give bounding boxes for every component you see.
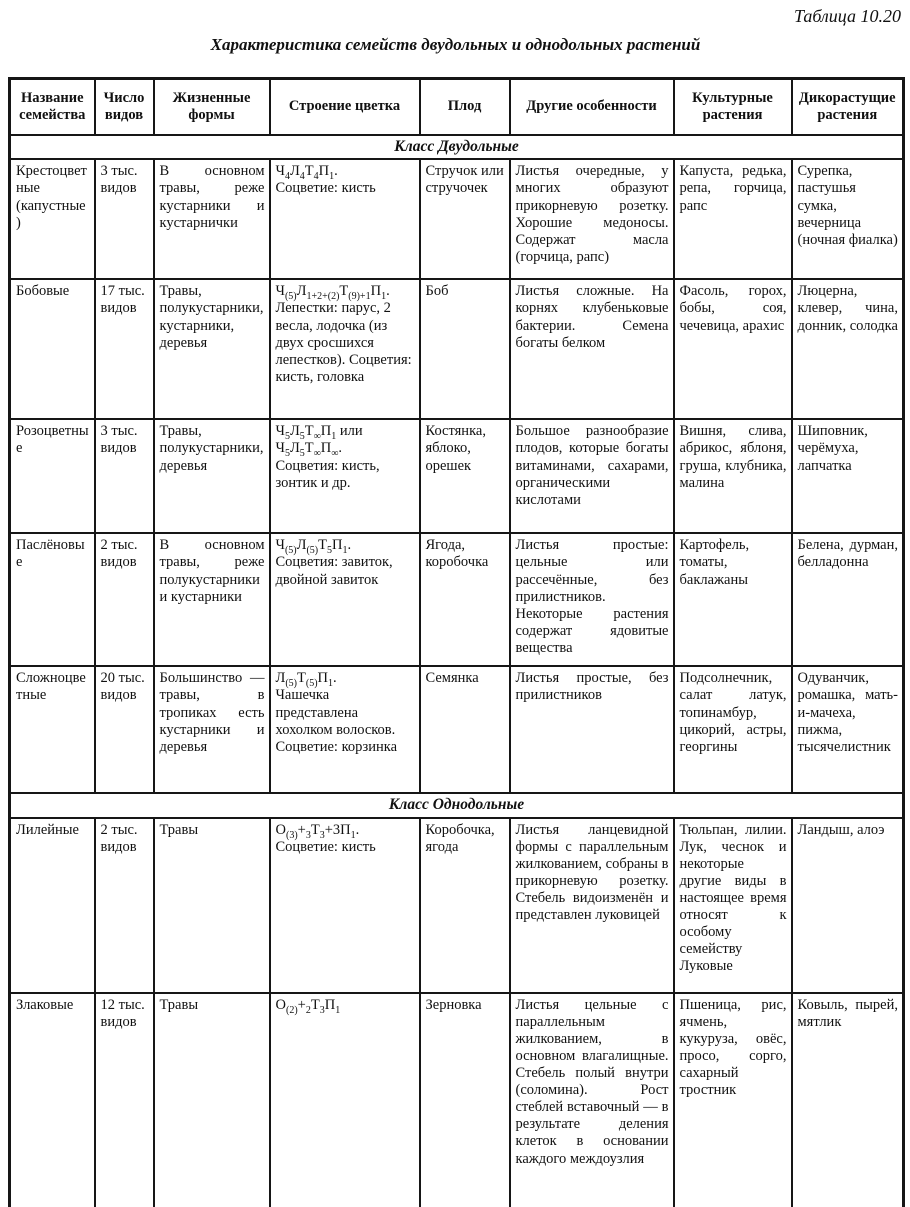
family-table-row: [10, 533, 904, 666]
class-section-label: Класс Однодольные: [10, 793, 904, 817]
cell-other-features: Большое разнообразие плодов, которые богаты витаминами, сахарами, органическими кислотами: [510, 419, 674, 533]
cell-cultivated-plants: Пшеница, рис, ячмень, кукуруза, овёс, просо, сорго, сахарный тростник: [674, 993, 792, 1207]
cell-other-features: Листья простые: цельные или рассечённые, без прилистников. Некоторые растения содержат ядовитые вещества: [510, 533, 674, 666]
cell-family-name: Злаковые: [10, 993, 95, 1207]
flower-inflorescence-note: Соцветие: кисть: [275, 838, 376, 855]
family-table-row: [10, 419, 904, 533]
col-header-other-features: Другие особенности: [510, 79, 674, 136]
cell-flower-structure: [270, 993, 420, 1207]
class-section-row: [10, 793, 904, 817]
cell-life-forms: Травы, полукустарники, деревья: [154, 419, 270, 533]
cell-life-forms: В основном травы, реже полукустарники и кустарники: [154, 533, 270, 666]
col-header-life-forms: Жизненные формы: [154, 79, 270, 136]
page-title: Характеристика семейств двудольных и однодольных растений: [210, 35, 701, 54]
family-table-row: [10, 159, 904, 279]
cell-cultivated-plants: Картофель, томаты, баклажаны: [674, 533, 792, 666]
cell-life-forms: Травы, полукустарники, кустарники, деревья: [154, 279, 270, 419]
cell-life-forms: В основном травы, реже кустарники и кустарнички: [154, 159, 270, 279]
class-section-label: Класс Двудольные: [10, 135, 904, 159]
cell-other-features: Листья очередные, у многих образуют прикорневую розетку. Хорошие медоносы. Содержат масла (горчица, рапс): [510, 159, 674, 279]
cell-family-name: Сложноцветные: [10, 666, 95, 793]
cell-wild-plants: Одуванчик, ромашка, мать-и-мачеха, пижма, тысячелистник: [792, 666, 904, 793]
cell-flower-structure: [270, 818, 420, 993]
cell-cultivated-plants: Вишня, слива, абрикос, яблоня, груша, клубника, малина: [674, 419, 792, 533]
cell-cultivated-plants: Тюльпан, лилии. Лук, чеснок и некоторые другие виды в настоящее время относят к особому семейству Луковые: [674, 818, 792, 993]
table-number-label: Таблица 10.20: [793, 6, 901, 26]
header-row: [10, 79, 904, 136]
cell-life-forms: Большинство — травы, в тропиках есть кустарники и деревья: [154, 666, 270, 793]
cell-wild-plants: Ландыш, алоэ: [792, 818, 904, 993]
col-header-flower-structure: Строение цветка: [270, 79, 420, 136]
cell-species-count: 3 тыс. видов: [95, 159, 154, 279]
flower-inflorescence-note: Соцветия: кисть, зонтик и др.: [275, 457, 380, 491]
flower-inflorescence-note: Соцветие: кисть: [275, 180, 376, 197]
cell-fruit: Ягода, коробочка: [420, 533, 510, 666]
plant-families-table: [8, 77, 905, 1207]
cell-cultivated-plants: Капуста, редька, репа, горчица, рапс: [674, 159, 792, 279]
cell-wild-plants: Белена, дурман, белладонна: [792, 533, 904, 666]
cell-flower-structure: [270, 666, 420, 793]
flower-formula: $Ч_5Л_5Т_\infty П_1$ или $Ч_5Л_5Т_\infty П_\infty$.: [275, 423, 363, 460]
flower-formula: $Ч_4Л_4Т_4П_1$.: [275, 163, 338, 183]
col-header-fruit: Плод: [420, 79, 510, 136]
flower-inflorescence-note: Соцветия: завиток, двойной завиток: [275, 554, 393, 588]
flower-formula: $О_{(3)}+_3Т_3+3П_1$.: [275, 821, 360, 841]
family-table-row: [10, 666, 904, 793]
cell-fruit: Костянка, яблоко, орешек: [420, 419, 510, 533]
cell-wild-plants: Шиповник, черёмуха, лапчатка: [792, 419, 904, 533]
cell-other-features: Листья ланцевидной формы с параллельным жилкованием, собраны в прикорневую розетку. Стебель видоизменён и представлен луковицей: [510, 818, 674, 993]
flower-inflorescence-note: Чашечка представлена хохолком волосков. Соцветие: корзинка: [275, 687, 398, 755]
flower-formula: $Ч_{(5)}Л_{(5)}Т_5П_1$.: [275, 537, 352, 557]
col-header-cultivated-plants: Культурные растения: [674, 79, 792, 136]
cell-flower-structure: [270, 159, 420, 279]
cell-fruit: Зерновка: [420, 993, 510, 1207]
cell-wild-plants: Ковыль, пырей, мятлик: [792, 993, 904, 1207]
family-table-row: [10, 279, 904, 419]
cell-species-count: 2 тыс. видов: [95, 818, 154, 993]
cell-species-count: 17 тыс. видов: [95, 279, 154, 419]
cell-cultivated-plants: Подсолнечник, салат латук, топинамбур, цикорий, астры, георгины: [674, 666, 792, 793]
cell-wild-plants: Сурепка, пастушья сумка, вечерница (ночная фиалка): [792, 159, 904, 279]
cell-species-count: 3 тыс. видов: [95, 419, 154, 533]
family-table-row: [10, 993, 904, 1207]
cell-flower-structure: [270, 419, 420, 533]
family-table-row: [10, 818, 904, 993]
cell-other-features: Листья сложные. На корнях клубеньковые бактерии. Семена богаты белком: [510, 279, 674, 419]
cell-life-forms: Травы: [154, 993, 270, 1207]
col-header-wild-plants: Дикорастущие растения: [792, 79, 904, 136]
cell-other-features: Листья цельные с параллельным жилкованием, в основном влагалищные. Стебель полый внутри (соломина). Рост стеблей вставочный — в результате деления клеток в основании каждого междоузлия: [510, 993, 674, 1207]
cell-species-count: 12 тыс. видов: [95, 993, 154, 1207]
cell-flower-structure: [270, 279, 420, 419]
col-header-family-name: Название семейства: [10, 79, 95, 136]
flower-formula: $Ч_{(5)}Л_{1+2+(2)}Т_{(9)+1}П_1$.: [275, 283, 390, 303]
cell-wild-plants: Люцерна, клевер, чина, донник, солодка: [792, 279, 904, 419]
cell-family-name: Крестоцветные (капустные): [10, 159, 95, 279]
cell-cultivated-plants: Фасоль, горох, бобы, соя, чечевица, арахис: [674, 279, 792, 419]
cell-flower-structure: [270, 533, 420, 666]
col-header-species-count: Число видов: [95, 79, 154, 136]
cell-fruit: Коробочка, ягода: [420, 818, 510, 993]
class-section-row: [10, 135, 904, 159]
cell-family-name: Паслёновые: [10, 533, 95, 666]
cell-fruit: Боб: [420, 279, 510, 419]
cell-family-name: Лилейные: [10, 818, 95, 993]
cell-species-count: 2 тыс. видов: [95, 533, 154, 666]
cell-family-name: Бобовые: [10, 279, 95, 419]
cell-family-name: Розоцветные: [10, 419, 95, 533]
flower-inflorescence-note: Лепестки: парус, 2 весла, лодочка (из двух сросшихся лепестков). Соцветия: кисть, головка: [275, 300, 412, 385]
cell-other-features: Листья простые, без прилистников: [510, 666, 674, 793]
flower-formula: $О_{(2)}+_2Т_3П_1$: [275, 996, 341, 1016]
cell-fruit: Стручок или стручочек: [420, 159, 510, 279]
cell-life-forms: Травы: [154, 818, 270, 993]
flower-formula: $Л_{(5)}Т_{(5)}П_1$.: [275, 670, 337, 690]
cell-species-count: 20 тыс. видов: [95, 666, 154, 793]
cell-fruit: Семянка: [420, 666, 510, 793]
